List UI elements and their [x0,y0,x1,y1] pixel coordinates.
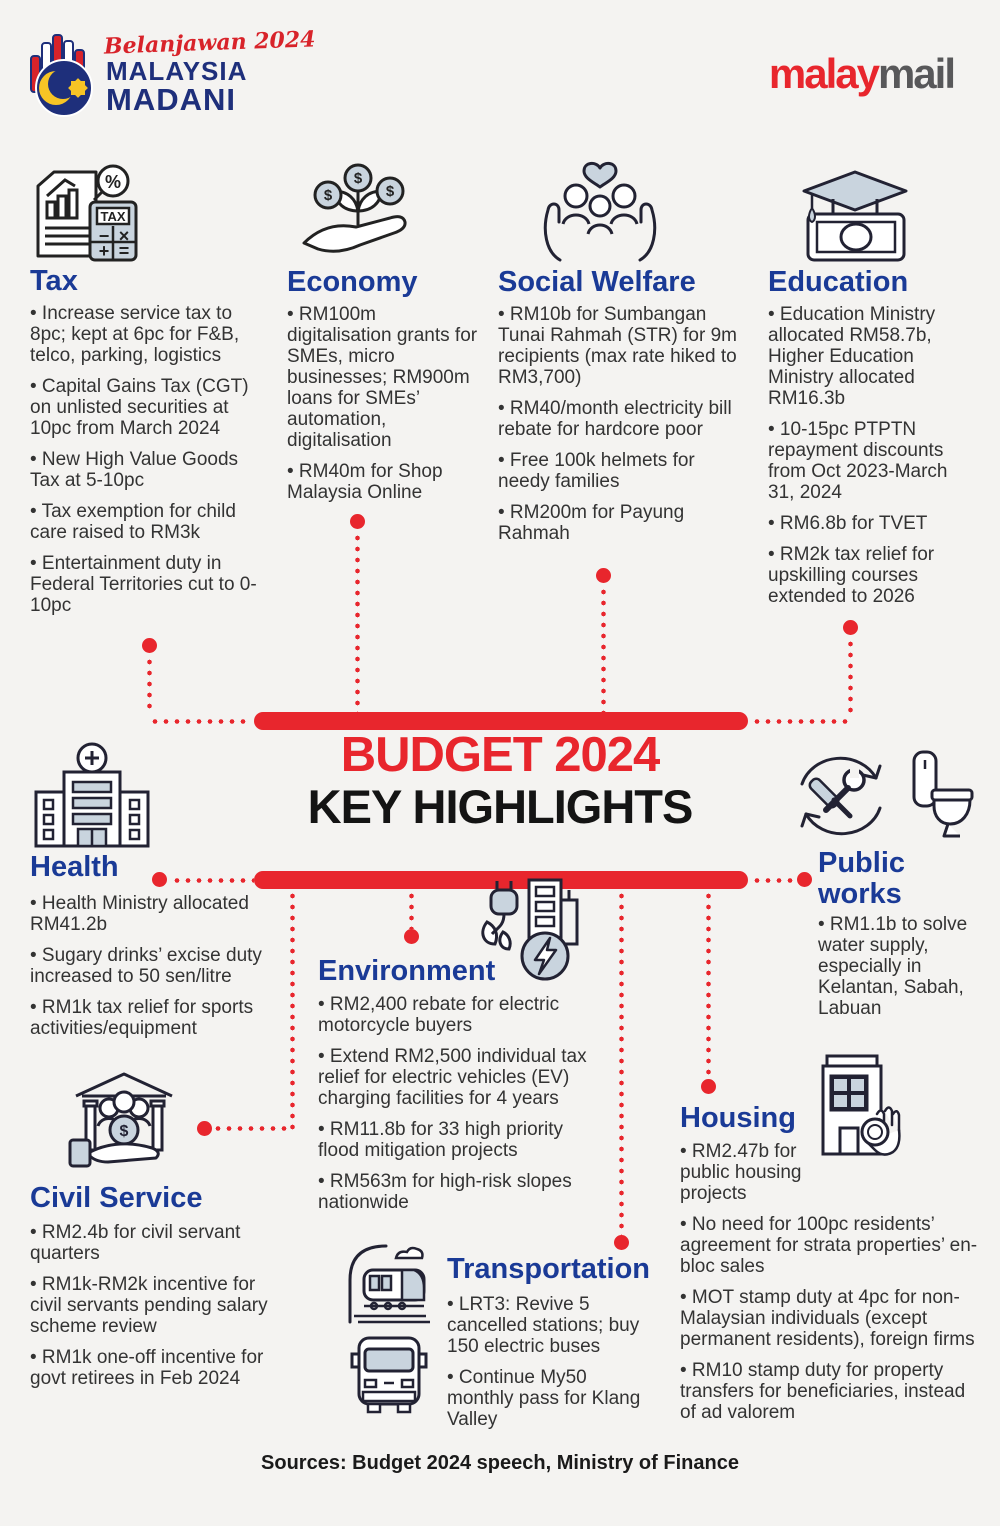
economy-bullet: • RM40m for Shop Malaysia Online [287,461,443,503]
connector-line-tax [147,657,152,713]
environment-bullet: • RM563m for high-risk slopes nationwide [318,1171,572,1213]
connector-endpoint-economy [350,514,365,529]
tax-bullet-list [30,303,268,626]
svg-text:+: + [98,241,110,261]
madani-emblem-logo [28,30,108,118]
public-works-bullet-list [818,914,983,1029]
connector-line-civil-service-vertical [290,891,295,1131]
svg-text:−: − [98,226,110,246]
civil-service-bullet: • RM1k-RM2k incentive for civil servants pending salary scheme review [30,1274,268,1337]
economy-bullet-list [287,304,479,513]
section-title-social-welfare: Social Welfare [498,266,696,298]
tax-bullet: • Increase service tax to 8pc; kept at 6pc for F&B, telco, parking, logistics [30,303,240,366]
logo-malaysia-text: MALAYSIA [106,56,248,86]
section-title-environment: Environment [318,955,496,987]
connector-line-economy [355,533,360,713]
section-title-transportation: Transportation [447,1253,651,1285]
tax-bullet: • New High Value Goods Tax at 5-10pc [30,449,239,491]
tax-bullet: • Tax exemption for child care raised to RM3k [30,501,236,543]
toilet-icon [900,748,978,840]
section-title-economy: Economy [287,266,418,298]
education-bullet: • 10-15pc PTPTN repayment discounts from Oct 2023-March 31, 2024 [768,419,948,503]
education-bullet: • Education Ministry allocated RM58.7b, Higher Education Ministry allocated RM16.3b [768,304,936,409]
housing-bullet: • MOT stamp duty at 4pc for non-Malaysian individuals (except permanent residents), foreign firms [680,1287,975,1350]
environment-bullet: • RM11.8b for 33 high priority flood mitigation projects [318,1119,563,1161]
main-title-line1: BUDGET 2024 [340,728,660,782]
environment-bullet-list [318,994,596,1223]
transportation-bullet: • Continue My50 monthly pass for Klang Valley [447,1367,641,1430]
social-welfare-bullet-list [498,304,740,554]
sources-text: Sources: Budget 2024 speech, Ministry of Finance [261,1452,739,1474]
svg-text:$: $ [385,183,395,200]
graduation-cap-banknote-icon [800,168,910,264]
social-welfare-bullet: • RM10b for Sumbangan Tunai Rahmah (STR) for 9m recipients (max rate hiked to RM3,700) [498,304,737,388]
education-bullet: • RM2k tax relief for upskilling courses extended to 2026 [768,544,935,607]
svg-text:=: = [118,241,130,261]
civil-service-bullet: • RM1k one-off incentive for govt retirees in Feb 2024 [30,1347,264,1389]
connector-endpoint-civil-service [197,1121,212,1136]
section-title-education: Education [768,266,909,298]
hand-money-plant-icon [298,163,420,265]
section-title-housing: Housing [680,1102,796,1134]
social-welfare-bullet: • RM40/month electricity bill rebate for hardcore poor [498,398,732,440]
health-bullet: • Health Ministry allocated RM41.2b [30,893,249,935]
section-title-health: Health [30,851,119,883]
housing-bullet: • RM2.47b for public housing projects [680,1141,802,1204]
health-bullet-list [30,893,282,1049]
connector-line-education [848,639,853,713]
logo-madani-text: MADANI [106,82,236,117]
bus-icon [348,1332,430,1416]
train-icon [346,1238,430,1328]
connector-line-housing [706,891,711,1079]
main-title-line2: KEY HIGHLIGHTS [307,780,693,833]
connector-line-social-welfare [601,587,606,713]
social-welfare-bullet: • Free 100k helmets for needy families [498,450,695,492]
hospital-building-icon [26,742,158,848]
connector-endpoint-environment [404,929,419,944]
housing-bullet: • No need for 100pc residents’ agreement for strata properties’ en-bloc sales [680,1214,978,1277]
section-title-public-works: Public works [818,847,906,910]
transportation-bullet: • LRT3: Revive 5 cancelled stations; buy 150 electric buses [447,1294,640,1357]
government-building-people-icon [68,1068,180,1170]
malaymail-logo-gray: mail [877,50,954,97]
health-bullet: • Sugary drinks’ excise duty increased to 50 sen/litre [30,945,262,987]
svg-text:%: % [104,172,122,192]
education-bullet-list [768,304,976,617]
malaymail-logo [769,50,954,98]
environment-bullet: • RM2,400 rebate for electric motorcycle buyers [318,994,560,1036]
connector-endpoint-transportation [614,1235,629,1250]
connector-line-top-right [752,719,850,724]
tax-document-calculator-icon [28,160,140,264]
malaymail-logo-red: malay [768,50,878,97]
svg-text:$: $ [119,1123,129,1140]
transportation-bullet-list [447,1294,657,1440]
svg-text:$: $ [353,170,363,187]
connector-endpoint-public-works [797,872,812,887]
education-bullet: • RM6.8b for TVET [768,513,928,534]
hands-family-heart-icon [536,158,664,266]
connector-endpoint-housing [701,1079,716,1094]
svg-text:$: $ [323,187,333,204]
connector-line-environment [409,891,414,929]
connector-endpoint-tax [142,638,157,653]
connector-endpoint-education [843,620,858,635]
connector-endpoint-social-welfare [596,568,611,583]
connector-line-civil-service-horizontal [213,1126,291,1131]
environment-bullet: • Extend RM2,500 individual tax relief for electric vehicles (EV) charging facilities for 4 years [318,1046,587,1109]
section-title-tax: Tax [30,265,78,297]
tax-bullet: • Capital Gains Tax (CGT) on unlisted securities at 10pc from March 2024 [30,376,249,439]
housing-bullet-list [680,1141,980,1433]
civil-service-bullet: • RM2.4b for civil servant quarters [30,1222,241,1264]
svg-text:TAX: TAX [100,209,126,224]
section-title-civil-service: Civil Service [30,1182,203,1214]
connector-line-health [172,878,254,883]
tax-bullet: • Entertainment duty in Federal Territories cut to 0-10pc [30,553,257,616]
logo-script-text: Belanjawan 2024 [103,26,316,60]
economy-bullet: • RM100m digitalisation grants for SMEs, micro businesses; RM900m loans for SMEs’ automation, digitalisation [287,304,478,451]
public-works-bullet: • RM1.1b to solve water supply, especially in Kelantan, Sabah, Labuan [818,914,968,1019]
tools-circular-arrows-icon [788,752,894,842]
svg-text:×: × [118,226,130,246]
civil-service-bullet-list [30,1222,280,1399]
connector-line-transportation [619,891,624,1235]
health-bullet: • RM1k tax relief for sports activities/equipment [30,997,254,1039]
connector-endpoint-health [152,872,167,887]
connector-line-public-works [752,878,796,883]
social-welfare-bullet: • RM200m for Payung Rahmah [498,502,685,544]
connector-line-top-left [150,719,250,724]
housing-bullet: • RM10 stamp duty for property transfers for beneficiaries, instead of ad valorem [680,1360,966,1423]
